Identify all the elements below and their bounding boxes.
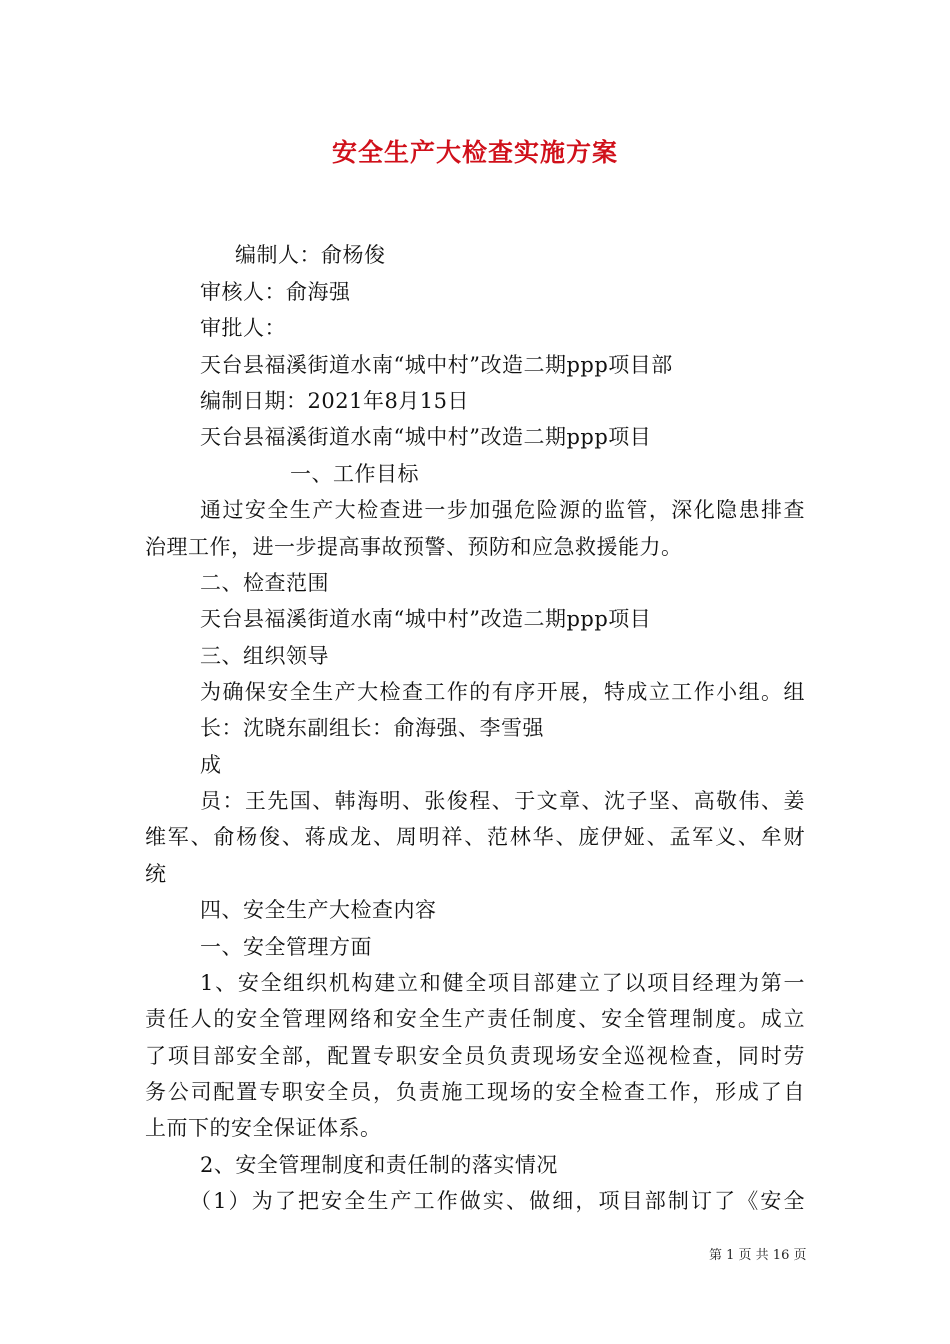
approver-line: 审批人： xyxy=(200,316,286,340)
section-heading: 四、安全生产大检查内容 xyxy=(200,898,437,922)
compiler-line: 编制人：俞杨俊 xyxy=(235,243,386,267)
paragraph-line: （1）为了把安全生产工作做实、做细，项目部制订了《安全 xyxy=(190,1189,805,1213)
paragraph-line: 长：沈晓东副组长：俞海强、李雪强 xyxy=(200,716,544,740)
paragraph-line: 为确保安全生产大检查工作的有序开展，特成立工作小组。组 xyxy=(200,680,805,704)
compile-date-line: 编制日期：2021年8月15日 xyxy=(200,389,470,413)
project-dept-line: 天台县福溪街道水南“城中村”改造二期ppp项目部 xyxy=(200,353,673,377)
paragraph-line: 了项目部安全部，配置专职安全员负责现场安全巡视检查，同时劳 xyxy=(145,1044,805,1068)
project-name-line: 天台县福溪街道水南“城中村”改造二期ppp项目 xyxy=(200,425,652,449)
document-title: 安全生产大检查实施方案 xyxy=(331,138,618,167)
section-heading: 二、检查范围 xyxy=(200,571,329,595)
reviewer-line: 审核人：俞海强 xyxy=(200,280,351,304)
paragraph-line: 天台县福溪街道水南“城中村”改造二期ppp项目 xyxy=(200,607,652,631)
paragraph-line: 务公司配置专职安全员，负责施工现场的安全检查工作，形成了自 xyxy=(145,1080,805,1104)
section-heading: 三、组织领导 xyxy=(200,644,329,668)
page-number: 第 1 页 共 16 页 xyxy=(709,1248,807,1263)
paragraph-line: 治理工作，进一步提高事故预警、预防和应急救援能力。 xyxy=(145,535,683,559)
paragraph-line: 维军、俞杨俊、蒋成龙、周明祥、范林华、庞伊娅、孟军义、牟财 xyxy=(145,825,805,849)
paragraph-line: 1、安全组织机构建立和健全项目部建立了以项目经理为第一 xyxy=(200,971,805,995)
paragraph-line: 成 xyxy=(200,753,222,777)
section-heading: 一、安全管理方面 xyxy=(200,935,372,959)
paragraph-line: 上而下的安全保证体系。 xyxy=(145,1116,382,1140)
paragraph-line: 员：王先国、韩海明、张俊程、于文章、沈子坚、高敬伟、姜 xyxy=(200,789,805,813)
paragraph-line: 统 xyxy=(145,862,167,886)
paragraph-line: 通过安全生产大检查进一步加强危险源的监管，深化隐患排查 xyxy=(200,498,805,522)
section-heading: 一、工作目标 xyxy=(290,462,419,486)
section-heading: 2、安全管理制度和责任制的落实情况 xyxy=(200,1153,558,1177)
paragraph-line: 责任人的安全管理网络和安全生产责任制度、安全管理制度。成立 xyxy=(145,1007,805,1031)
